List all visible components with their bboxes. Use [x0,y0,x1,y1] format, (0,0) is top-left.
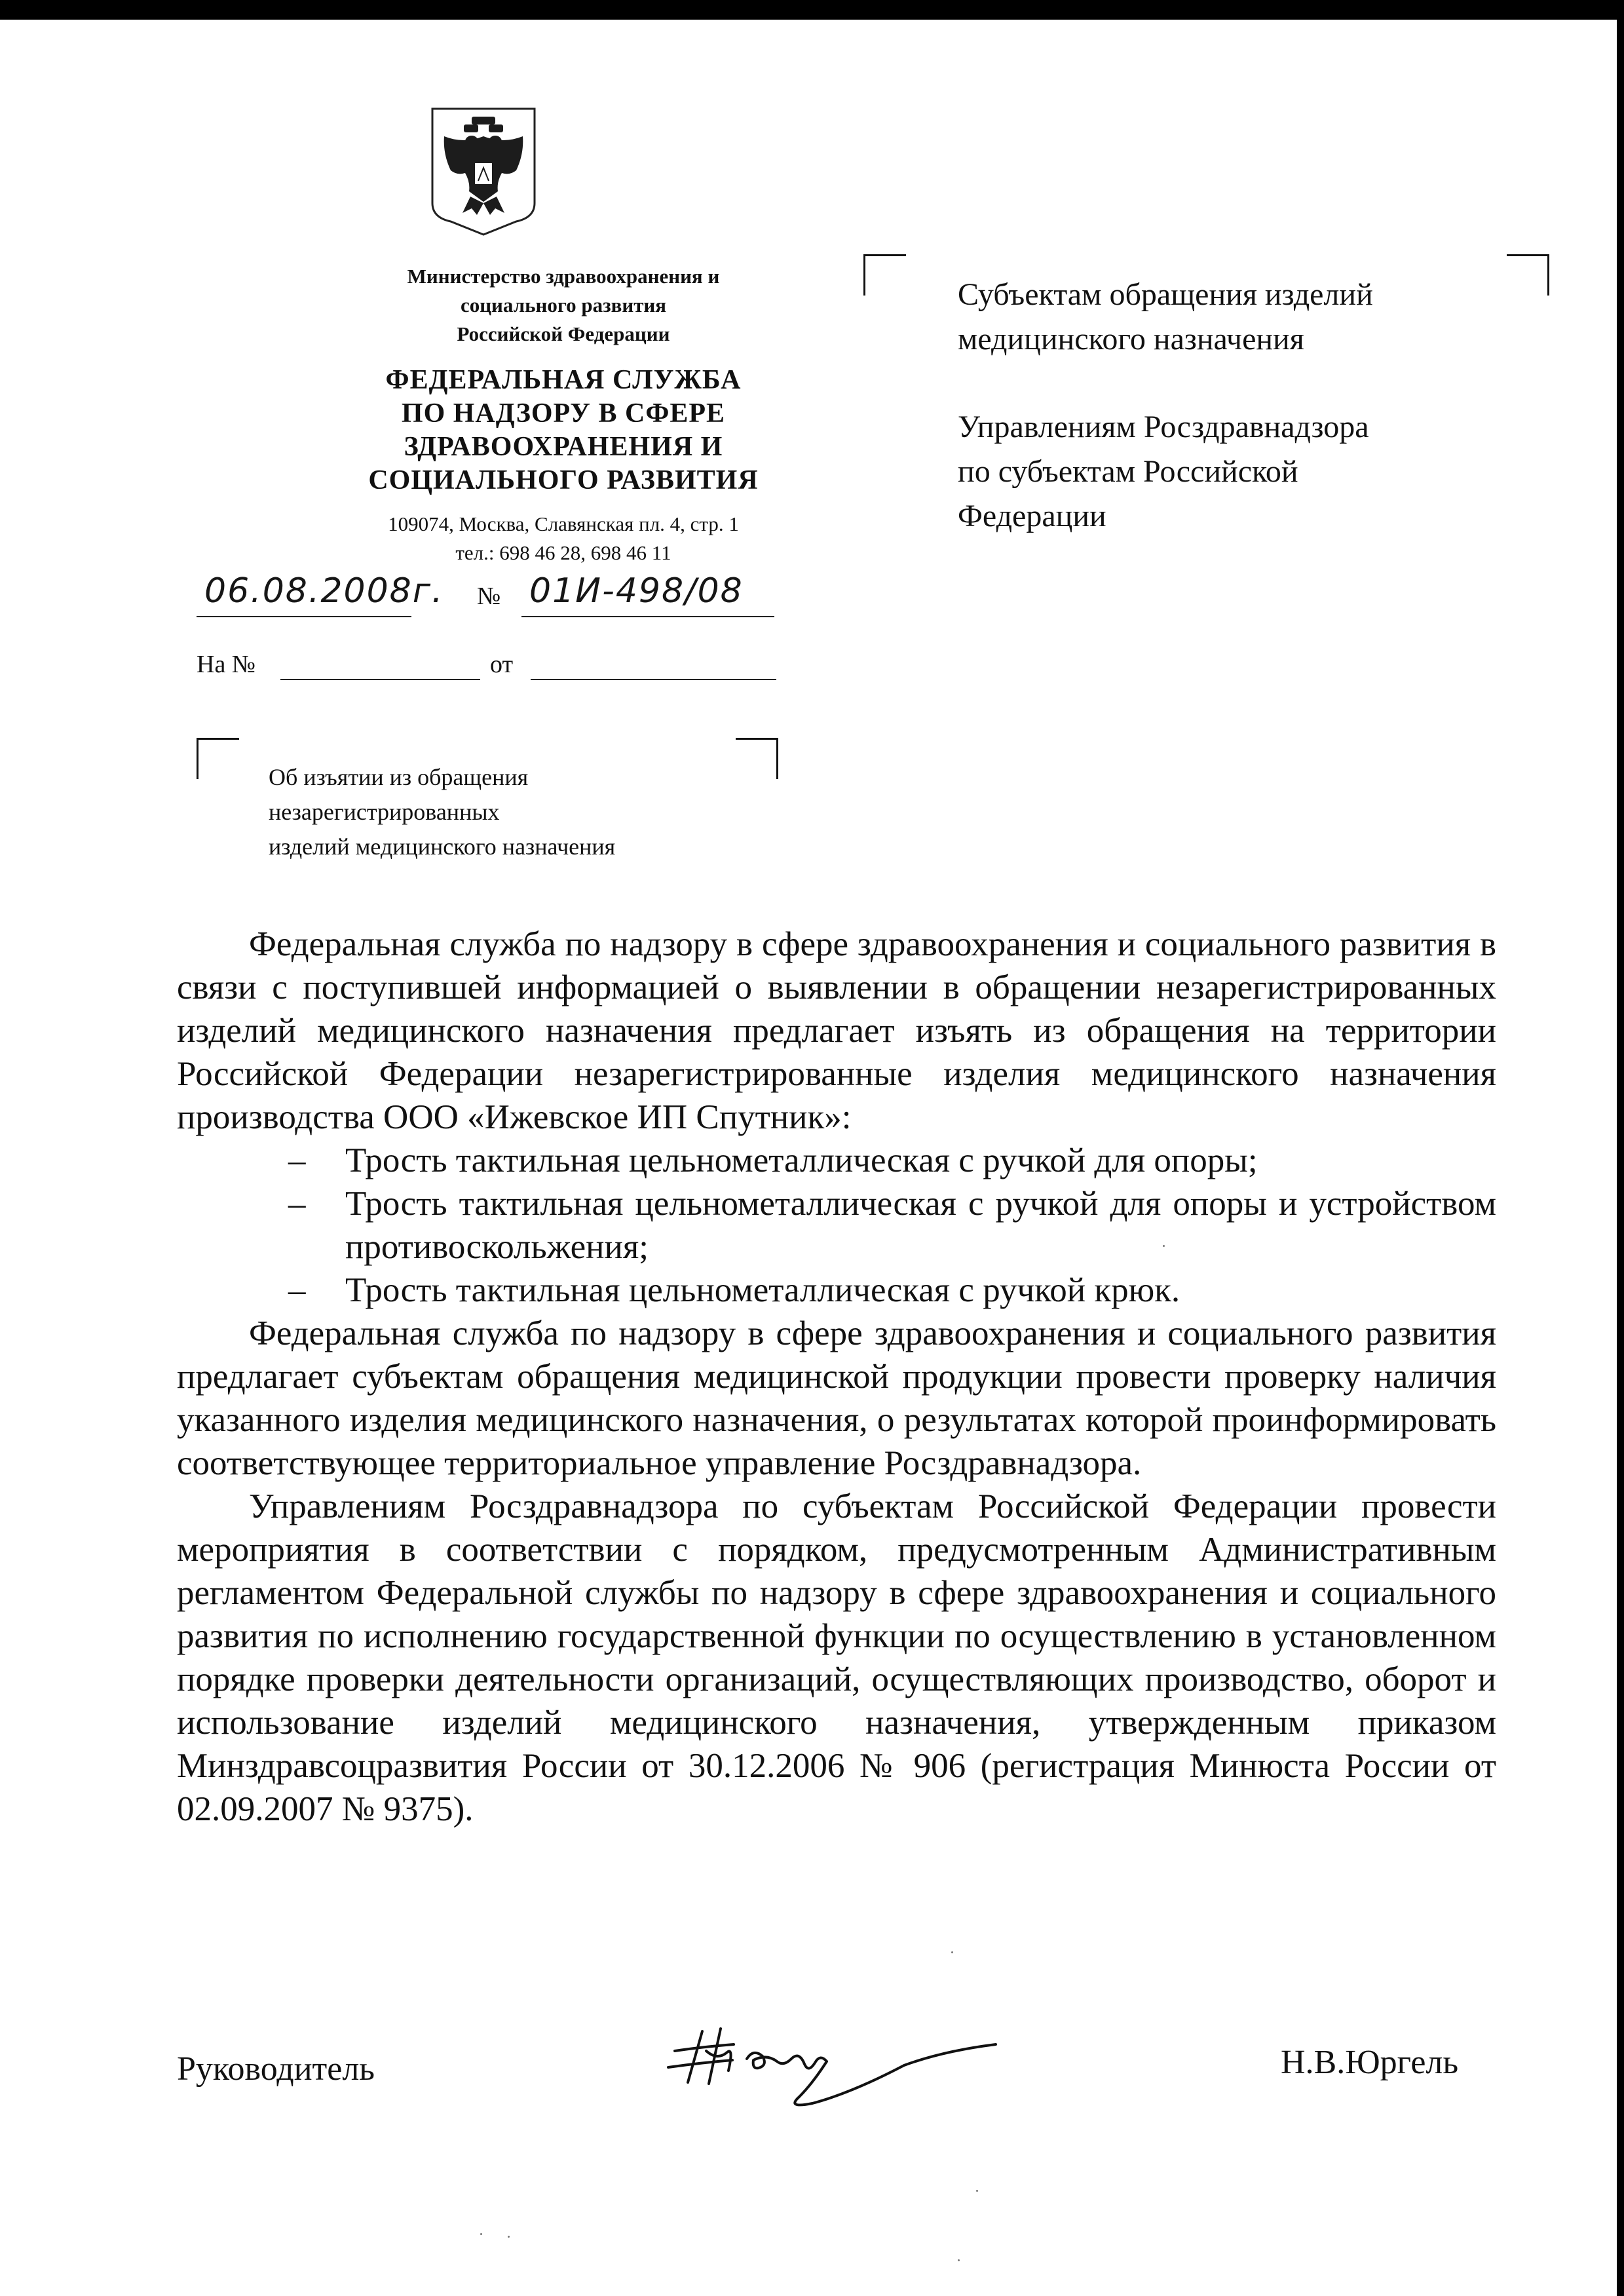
addressee-departments: Управлениям Росздравнадзора по субъектам Российской Федерации [958,410,1369,533]
ministry-name: Министерство здравоохранения и социального развития Российской Федерации [407,265,720,345]
product-list [177,1139,1496,1312]
scan-speck [508,2236,510,2238]
signer-title: Руководитель [177,2050,375,2088]
addressee-bracket-left [863,254,906,296]
handwritten-signature [655,2005,1048,2110]
reply-number-label: На № [197,651,256,678]
body-paragraph-3: Управлениям Росздравнадзора по субъектам Российской Федерации провести мероприятия в соответствии с порядком, предусмотренным Административным регламентом Федеральной службы по надзору в сфере здравоохранения и социального развития по исполнению государственной функции по осуществлению в установленном порядке проверки деятельности организаций, осуществляющих производство, оборот и использование изделий медицинского назначения, утвержденным приказом Минздравсоцразвития России от 30.12.2006 № 906 (регистрация Минюста России от 02.09.2007 № 9375). [177,1487,1496,1828]
list-dash: – [288,1141,306,1179]
list-item: – Трость тактильная цельнометаллическая с ручкой для опоры; [177,1139,1496,1182]
scan-border-right [1617,0,1624,2296]
scan-speck [480,2233,482,2235]
list-dash: – [288,1185,306,1223]
letter-subject: Об изъятии из обращения незарегистрированных изделий медицинского назначения [269,764,616,860]
number-underline [521,616,774,617]
list-item: – Трость тактильная цельнометаллическая с ручкой крюк. [177,1269,1496,1312]
scan-speck [951,1951,953,1953]
scan-border-top [0,0,1624,20]
coat-of-arms-icon [425,105,542,239]
list-dash: – [288,1271,306,1309]
list-item: – Трость тактильная цельнометаллическая с ручкой для опоры и устройством противоскольжения; [177,1182,1496,1269]
body-paragraph-1: Федеральная служба по надзору в сфере здравоохранения и социального развития в связи с поступившей информацией о выявлении в обращении незарегистрированных изделий медицинского назначения предлагает изъять из обращения на территории Российской Федерации незарегистрированные изделия медицинского назначения производства ООО «Ижевское ИП Спутник»: [177,925,1496,1136]
service-address: 109074, Москва, Славянская пл. 4, стр. 1 тел.: 698 46 28, 698 46 11 [388,512,739,564]
handwritten-date: 06.08.2008г. [204,571,444,611]
reply-date-label: от [490,651,514,678]
reply-date-line [531,679,776,680]
reply-number-line [280,679,480,680]
addressee-subjects: Субъектам обращения изделий медицинского назначения [958,277,1373,356]
service-name: ФЕДЕРАЛЬНАЯ СЛУЖБА ПО НАДЗОРУ В СФЕРЕ ЗДРАВООХРАНЕНИЯ И СОЦИАЛЬНОГО РАЗВИТИЯ [368,365,759,495]
subject-bracket-left [197,738,239,779]
scan-speck [958,2259,960,2261]
scan-speck [976,2190,978,2192]
number-label: № [477,583,501,610]
letter-body [177,923,1496,1831]
handwritten-number: 01И-498/08 [529,571,744,611]
body-paragraph-2: Федеральная служба по надзору в сфере здравоохранения и социального развития предлагает субъектам обращения медицинской продукции провести проверку наличия указанного изделия медицинского назначения, о результатах которой проинформировать соответствующее территориальное управление Росздравнадзора. [177,1314,1496,1482]
scan-speck [1163,1245,1165,1247]
date-underline [197,616,411,617]
signer-name: Н.В.Юргель [1281,2044,1459,2081]
